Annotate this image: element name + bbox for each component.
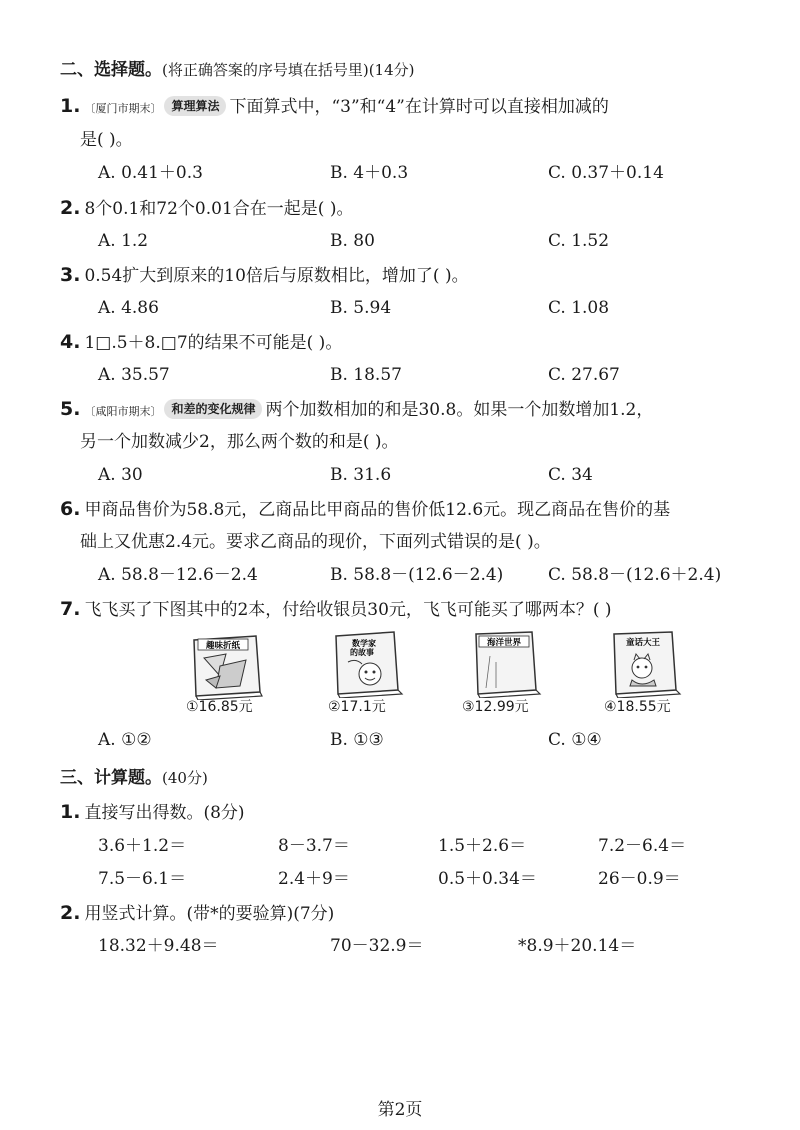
q1-option-b: B. 4＋0.3 [330, 163, 409, 183]
question-6-line-1 [60, 497, 670, 522]
oral-calc-item: 0.5＋0.34＝ [438, 869, 537, 889]
oral-calc-item: 7.5－6.1＝ [98, 869, 187, 889]
question-tag: 算理算法 [164, 96, 226, 116]
question-number: 7. [60, 598, 81, 620]
book-4-illustration [604, 628, 684, 698]
question-3-line [60, 263, 469, 288]
book-2-price: ②17.1元 [328, 699, 386, 715]
question-stem: 下面算式中，“3”和“4”在计算时可以直接相加减的 [229, 97, 609, 117]
calc-question-2-line [60, 901, 334, 926]
q6-option-b: B. 58.8－(12.6－2.4) [330, 565, 504, 585]
q5-option-b: B. 31.6 [330, 465, 392, 485]
q7-option-c: C. ①④ [548, 730, 602, 750]
q3-option-c: C. 1.08 [548, 298, 610, 318]
q3-option-a: A. 4.86 [98, 298, 159, 318]
section-3-title: 三、计算题。 [60, 768, 162, 788]
q7-option-b: B. ①③ [330, 730, 384, 750]
question-source: 〔咸阳市期末〕 [84, 405, 162, 418]
q2-option-a: A. 1.2 [98, 231, 149, 251]
question-stem: 0.54扩大到原来的10倍后与原数相比，增加了( )。 [84, 266, 469, 286]
q3-option-b: B. 5.94 [330, 298, 392, 318]
question-stem: 1□.5＋8.□7的结果不可能是( )。 [84, 333, 343, 353]
section-2-note: (将正确答案的序号填在括号里)(14分) [162, 61, 415, 79]
vertical-calc-item: 70－32.9＝ [330, 936, 424, 956]
question-number: 3. [60, 264, 81, 286]
book-1-title: 趣味折纸 [205, 641, 241, 651]
question-number: 1. [60, 95, 81, 117]
question-number: 6. [60, 498, 81, 520]
book-4-title: 童话大王 [625, 638, 661, 648]
question-1-line-2: 是( )。 [80, 130, 133, 150]
question-stem: 8个0.1和72个0.01合在一起是( )。 [84, 199, 354, 219]
q5-option-c: C. 34 [548, 465, 593, 485]
question-number: 5. [60, 398, 81, 420]
book-1-price: ①16.85元 [186, 699, 253, 715]
q2-option-b: B. 80 [330, 231, 375, 251]
q4-option-a: A. 35.57 [98, 365, 170, 385]
book-3-illustration [466, 628, 546, 698]
question-5-line-1 [60, 397, 653, 424]
q4-option-b: B. 18.57 [330, 365, 402, 385]
q4-option-c: C. 27.67 [548, 365, 620, 385]
question-source: 〔厦门市期末〕 [84, 102, 162, 115]
calc-question-1-line [60, 800, 245, 825]
oral-calc-item: 2.4＋9＝ [278, 869, 350, 889]
question-stem: 用竖式计算。(带*的要验算)(7分) [84, 904, 335, 924]
oral-calc-item: 8－3.7＝ [278, 836, 350, 856]
section-3-heading [60, 766, 208, 790]
q1-option-c: C. 0.37＋0.14 [548, 163, 664, 183]
section-3-note: (40分) [162, 769, 208, 787]
oral-calc-item: 7.2－6.4＝ [598, 836, 687, 856]
vertical-calc-item: *8.9＋20.14＝ [518, 936, 637, 956]
question-2-line [60, 196, 353, 221]
q6-option-c: C. 58.8－(12.6＋2.4) [548, 565, 722, 585]
question-stem: 直接写出得数。(8分) [84, 803, 245, 823]
question-5-line-2: 另一个加数减少2，那么两个数的和是( )。 [80, 432, 399, 452]
q6-option-a: A. 58.8－12.6－2.4 [98, 565, 258, 585]
q2-option-c: C. 1.52 [548, 231, 610, 251]
question-7-line [60, 597, 612, 622]
q5-option-a: A. 30 [98, 465, 143, 485]
question-number: 4. [60, 331, 81, 353]
question-4-line [60, 330, 342, 355]
q7-option-a: A. ①② [98, 730, 152, 750]
question-tag: 和差的变化规律 [164, 399, 262, 419]
book-2-illustration [326, 628, 406, 698]
oral-calc-item: 1.5＋2.6＝ [438, 836, 527, 856]
page-number: 第2页 [377, 1100, 423, 1120]
question-6-line-2: 础上又优惠2.4元。要求乙商品的现价，下面列式错误的是( )。 [80, 532, 551, 552]
question-number: 1. [60, 801, 81, 823]
book-3-price: ③12.99元 [462, 699, 529, 715]
question-stem: 两个加数相加的和是30.8。如果一个加数增加1.2， [265, 400, 654, 420]
book-1-illustration [186, 630, 266, 700]
question-stem: 甲商品售价为58.8元，乙商品比甲商品的售价低12.6元。现乙商品在售价的基 [84, 500, 671, 520]
book-4-price: ④18.55元 [604, 699, 671, 715]
vertical-calc-item: 18.32＋9.48＝ [98, 936, 219, 956]
question-stem: 飞飞买了下图其中的2本，付给收银员30元，飞飞可能买了哪两本？( ) [84, 600, 612, 620]
section-2-heading [60, 58, 415, 82]
section-2-title: 二、选择题。 [60, 60, 162, 80]
oral-calc-item: 26－0.9＝ [598, 869, 681, 889]
q1-option-a: A. 0.41＋0.3 [98, 163, 203, 183]
book-3-title: 海洋世界 [486, 638, 522, 648]
book-2-title: 数学家的故事 [350, 639, 376, 657]
question-number: 2. [60, 902, 81, 924]
question-number: 2. [60, 197, 81, 219]
oral-calc-item: 3.6＋1.2＝ [98, 836, 187, 856]
question-1-line-1 [60, 94, 609, 121]
